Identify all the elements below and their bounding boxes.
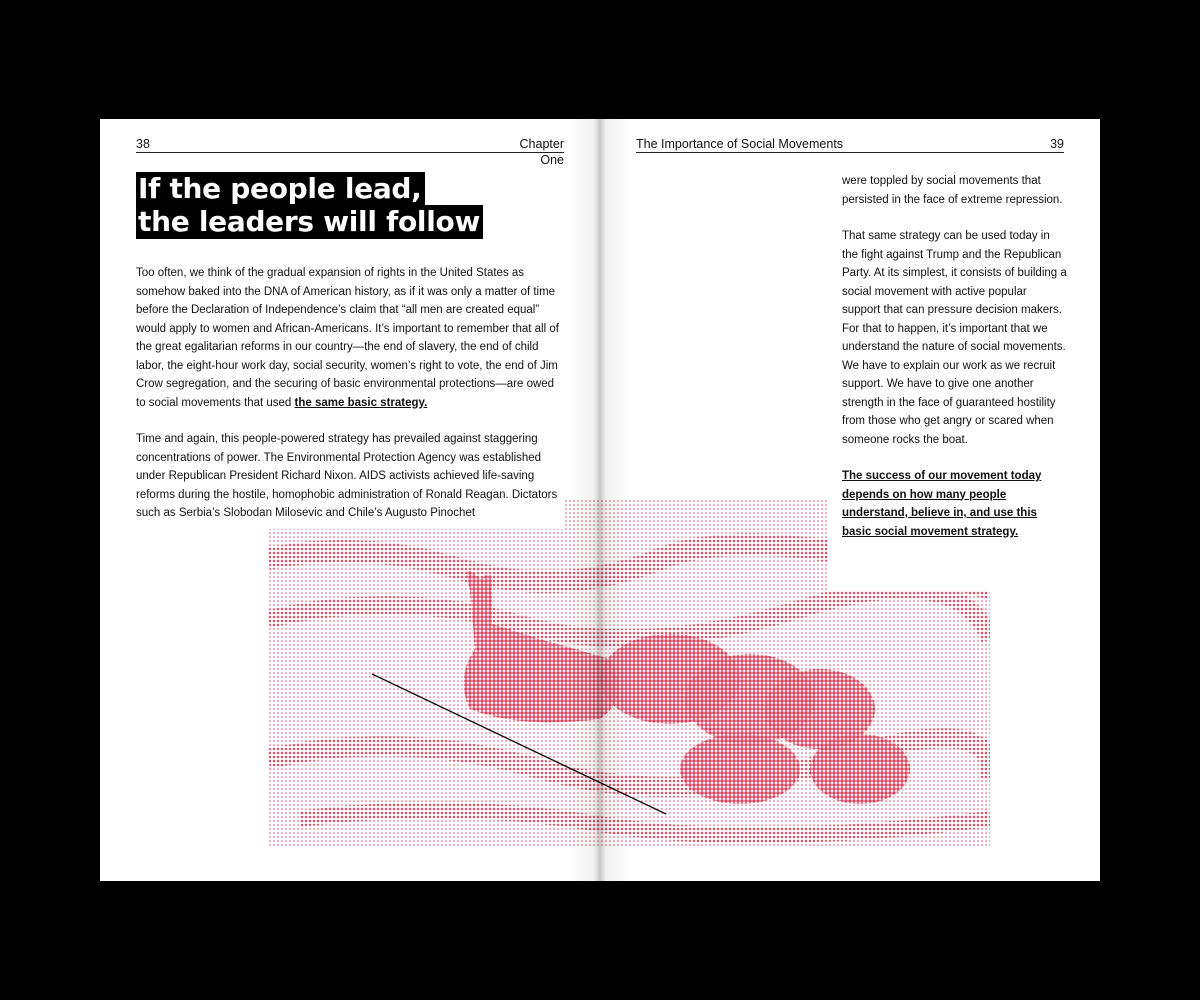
right-body-text	[842, 172, 1067, 559]
right-page-number: 39	[1050, 137, 1064, 151]
strategy-emphasis: the same basic strategy.	[294, 396, 428, 409]
left-page-number: 38	[136, 137, 150, 151]
left-header-rule	[136, 152, 564, 153]
callout-text: The success of our movement today depends on how many people understand, believe in, and use this basic social movement strategy.	[842, 470, 1042, 538]
right-header-rule	[636, 152, 1064, 153]
chapter-label: Chapter One	[519, 137, 564, 167]
book-spread	[100, 119, 1100, 881]
chapter-headline	[136, 172, 483, 238]
right-paragraph-2: That same strategy can be used today in the fight against Trump and the Republican Party. At its simplest, it consists of building a social movement with active popular support that can pressure decision makers. For that to happen, it’s important that we understand the nature of social movements. We have to explain our work as we recruit support. We have to give one another strength in the face of guaranteed hostility from those who get angry or scared when someone rocks the boat.	[842, 230, 1067, 446]
headline-line-1: If the people lead,	[136, 172, 425, 206]
left-paragraph-2: Time and again, this people-powered strategy has prevailed against staggering concentrations of power. The Environmental Protection Agency was established under Republican President Richard Nixon. AIDS activists achieved life-saving reforms during the hostile, homophobic administration of Ronald Reagan. Dictators such as Serbia’s Slobodan Milosevic and Chile’s Augusto Pinochet	[136, 433, 558, 519]
headline-line-2: the leaders will follow	[136, 205, 483, 239]
left-body-text	[136, 264, 566, 541]
running-title: The Importance of Social Movements	[636, 137, 844, 151]
left-paragraph-1: Too often, we think of the gradual expansion of rights in the United States as somehow baked into the DNA of American history, as if it was only a matter of time before the Declaration of Independence’s claim that “all men are created equal” would apply to women and African-Americans. It’s important to remember that all of the great egalitarian reforms in our country—the end of slavery, the end of child labor, the eight-hour work day, social security, women’s right to vote, the end of Jim Crow segregation, and the securing of basic environmental protections—are owed to social movements that used the same basic strategy.	[136, 267, 559, 409]
right-paragraph-1: were toppled by social movements that persisted in the face of extreme repression.	[842, 175, 1063, 206]
